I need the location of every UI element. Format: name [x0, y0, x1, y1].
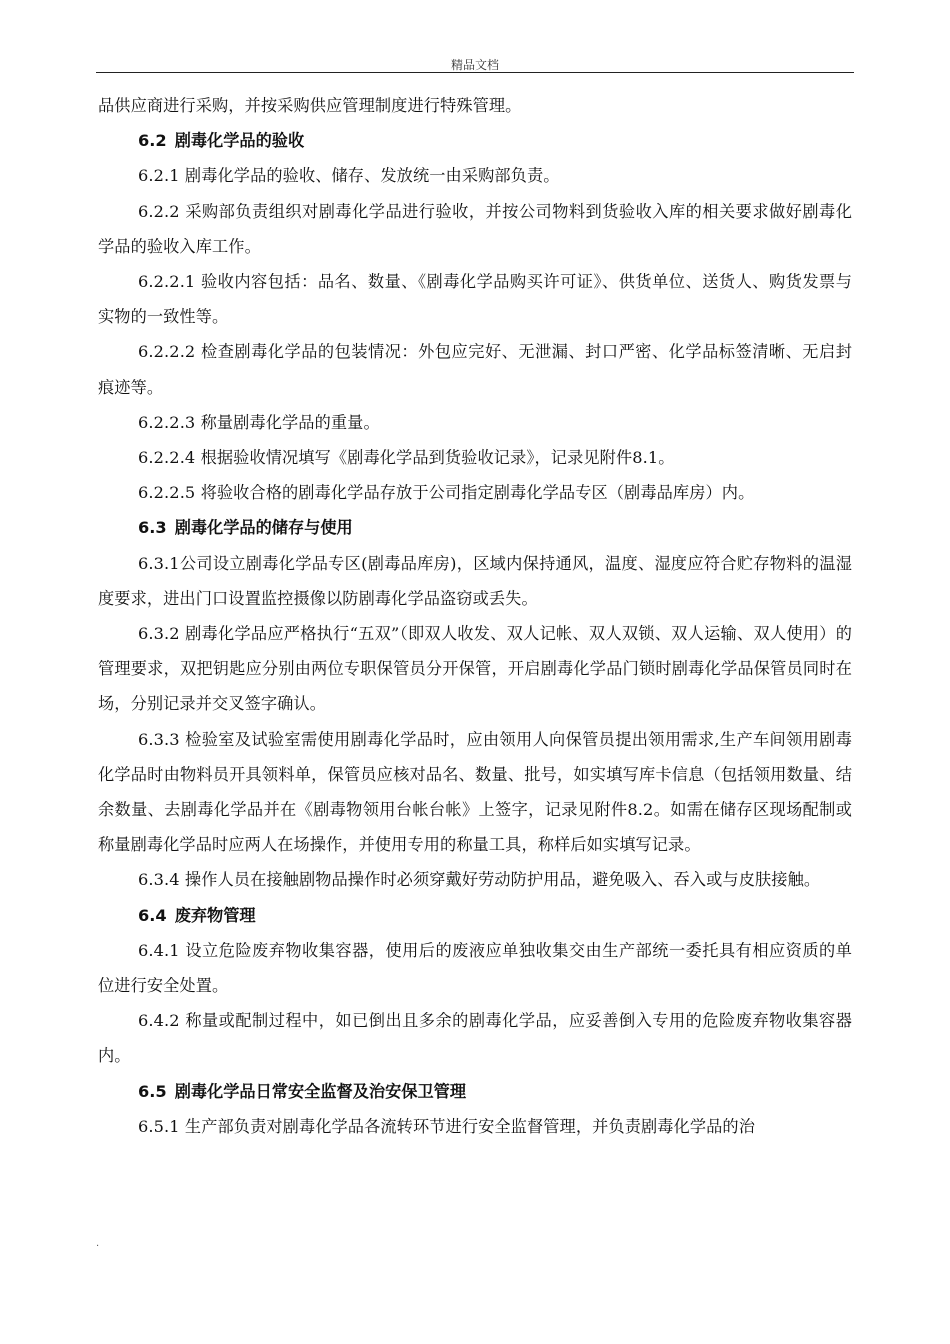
section-number: 6.4	[138, 905, 167, 925]
section-number: 6.3	[138, 518, 167, 538]
paragraph-6-3-3: 6.3.3 检验室及试验室需使用剧毒化学品时，应由领用人向保管员提出领用需求,生产车间领用剧毒化学品时由物料员开具领料单，保管员应核对品名、数量、批号，如实填写库卡信息（包括领用数量、结余数量、去剧毒化学品并在《剧毒物领用台帐台帐》上签字，记录见附件8.2。如需在储存区现场配制或称量剧毒化学品时应两人在场操作，并使用专用的称量工具，称样后如实填写记录。	[98, 729, 852, 855]
section-heading-6-4	[98, 898, 852, 933]
paragraph-6-2-1: 6.2.1 剧毒化学品的验收、储存、发放统一由采购部负责。	[138, 166, 560, 186]
paragraph-6-2-2-3: 6.2.2.3 称量剧毒化学品的重量。	[138, 412, 380, 432]
paragraph-6-2-2-4: 6.2.2.4 根据验收情况填写《剧毒化学品到货验收记录》，记录见附件8.1。	[138, 448, 675, 468]
header-divider	[96, 72, 854, 73]
section-heading-6-5	[98, 1074, 852, 1109]
document-body	[98, 88, 852, 1144]
paragraph-6-3-2: 6.3.2 剧毒化学品应严格执行“五双”（即双人收发、双人记帐、双人双锁、双人运输、双人使用）的管理要求，双把钥匙应分别由两位专职保管员分开保管，开启剧毒化学品门锁时剧毒化学品保管员同时在场，分别记录并交叉签字确认。	[98, 624, 852, 714]
section-heading-6-2	[98, 123, 852, 158]
paragraph-6-4-1: 6.4.1 设立危险废弃物收集容器，使用后的废液应单独收集交由生产部统一委托具有相应资质的单位进行安全处置。	[98, 940, 852, 996]
section-number: 6.2	[138, 131, 167, 151]
section-number: 6.5	[138, 1081, 167, 1101]
paragraph-6-3-1: 6.3.1公司设立剧毒化学品专区(剧毒品库房)，区域内保持通风，温度、湿度应符合贮存物料的温湿度要求，进出门口设置监控摄像以防剧毒化学品盗窃或丢失。	[98, 553, 852, 608]
paragraph-6-4-2: 6.4.2 称量或配制过程中，如已倒出且多余的剧毒化学品，应妥善倒入专用的危险废弃物收集容器内。	[98, 1011, 852, 1066]
paragraph-6-2-2: 6.2.2 采购部负责组织对剧毒化学品进行验收，并按公司物料到货验收入库的相关要求做好剧毒化学品的验收入库工作。	[98, 201, 852, 256]
section-title: 剧毒化学品的储存与使用	[174, 518, 353, 538]
paragraph-6-2-2-1: 6.2.2.1 验收内容包括：品名、数量、《剧毒化学品购买许可证》、供货单位、送货人、购货发票与实物的一致性等。	[98, 272, 852, 327]
paragraph-6-3-4: 6.3.4 操作人员在接触剧物品操作时必须穿戴好劳动防护用品，避免吸入、吞入或与皮肤接触。	[138, 870, 821, 890]
paragraph-6-2-2-5: 6.2.2.5 将验收合格的剧毒化学品存放于公司指定剧毒化学品专区（剧毒品库房）内。	[138, 483, 755, 503]
paragraph: 品供应商进行采购，并按采购供应管理制度进行特殊管理。	[98, 96, 522, 115]
footer-mark: .	[96, 1238, 100, 1249]
paragraph-6-2-2-2: 6.2.2.2 检查剧毒化学品的包装情况：外包应完好、无泄漏、封口严密、化学品标签清晰、无启封痕迹等。	[98, 342, 852, 397]
section-title: 废弃物管理	[174, 905, 256, 925]
section-heading-6-3	[98, 510, 852, 545]
section-title: 剧毒化学品日常安全监督及治安保卫管理	[174, 1081, 467, 1101]
paragraph-6-5-1: 6.5.1 生产部负责对剧毒化学品各流转环节进行安全监督管理，并负责剧毒化学品的治	[138, 1116, 755, 1136]
section-title: 剧毒化学品的验收	[174, 131, 305, 151]
page-header-title: 精品文档	[450, 58, 499, 72]
